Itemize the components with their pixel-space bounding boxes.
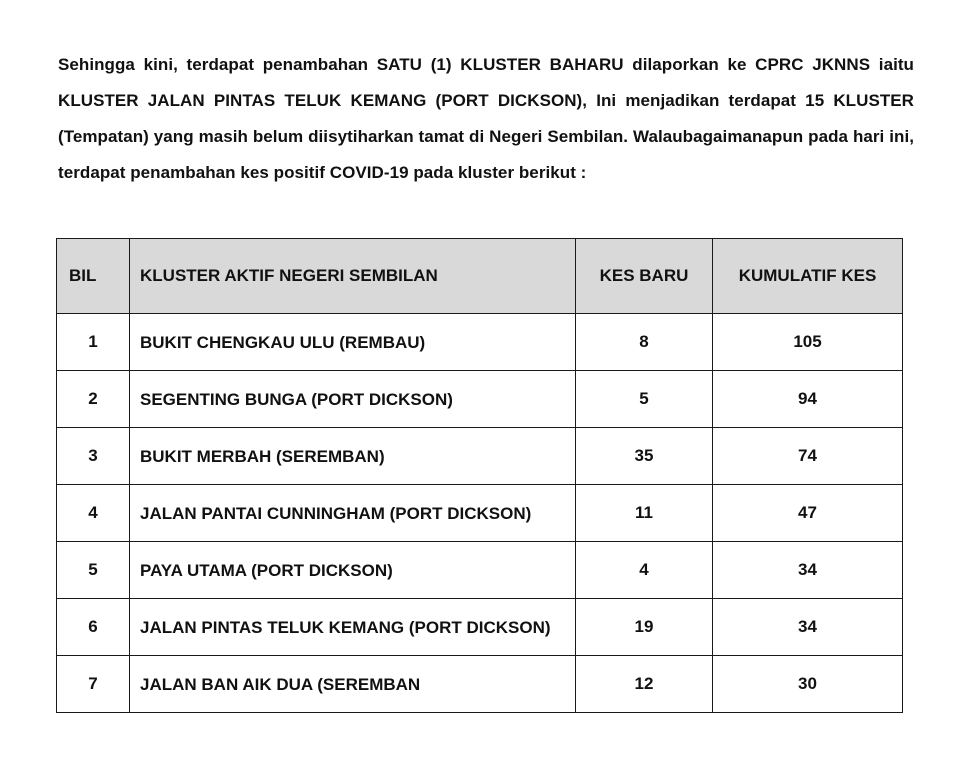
cell-cluster-name: JALAN PANTAI CUNNINGHAM (PORT DICKSON): [130, 485, 576, 542]
cell-cluster-name: JALAN BAN AIK DUA (SEREMBAN: [130, 656, 576, 713]
table-row: [57, 656, 903, 713]
cell-kumulatif-kes: 74: [713, 428, 903, 485]
cell-cluster-name: JALAN PINTAS TELUK KEMANG (PORT DICKSON): [130, 599, 576, 656]
cell-cluster-name: PAYA UTAMA (PORT DICKSON): [130, 542, 576, 599]
cell-bil: 5: [57, 542, 130, 599]
cell-kumulatif-kes: 47: [713, 485, 903, 542]
cell-kes-baru: 19: [576, 599, 713, 656]
cell-kumulatif-kes: 30: [713, 656, 903, 713]
cluster-table-container: [56, 238, 902, 713]
cell-cluster-name: SEGENTING BUNGA (PORT DICKSON): [130, 371, 576, 428]
cell-bil: 2: [57, 371, 130, 428]
table-header-row: [57, 239, 903, 314]
cluster-table: [56, 238, 903, 713]
cell-bil: 6: [57, 599, 130, 656]
header-cluster-name: KLUSTER AKTIF NEGERI SEMBILAN: [130, 239, 576, 314]
cell-kes-baru: 8: [576, 314, 713, 371]
cell-kumulatif-kes: 105: [713, 314, 903, 371]
table-row: [57, 428, 903, 485]
cell-kes-baru: 4: [576, 542, 713, 599]
cell-bil: 1: [57, 314, 130, 371]
cell-cluster-name: BUKIT MERBAH (SEREMBAN): [130, 428, 576, 485]
table-row: [57, 542, 903, 599]
cell-kumulatif-kes: 34: [713, 542, 903, 599]
table-row: [57, 485, 903, 542]
header-kes-baru: KES BARU: [576, 239, 713, 314]
table-row: [57, 599, 903, 656]
cell-kes-baru: 5: [576, 371, 713, 428]
header-bil: BIL: [57, 239, 130, 314]
table-row: [57, 314, 903, 371]
cell-kes-baru: 35: [576, 428, 713, 485]
cell-cluster-name: BUKIT CHENGKAU ULU (REMBAU): [130, 314, 576, 371]
cell-kes-baru: 12: [576, 656, 713, 713]
intro-paragraph: Sehingga kini, terdapat penambahan SATU (1) KLUSTER BAHARU dilaporkan ke CPRC JKNNS iaitu KLUSTER JALAN PINTAS TELUK KEMANG (PORT DICKSON), Ini menjadikan terdapat 15 KLUSTER (Tempatan) yang masih belum diisytiharkan tamat di Negeri Sembilan. Walaubagaimanapun pada hari ini, terdapat penambahan kes positif COVID-19 pada kluster berikut :: [58, 55, 914, 182]
header-kumulatif-kes: KUMULATIF KES: [713, 239, 903, 314]
cell-kumulatif-kes: 94: [713, 371, 903, 428]
table-row: [57, 371, 903, 428]
cell-bil: 4: [57, 485, 130, 542]
cell-kumulatif-kes: 34: [713, 599, 903, 656]
cell-bil: 3: [57, 428, 130, 485]
cell-bil: 7: [57, 656, 130, 713]
cell-kes-baru: 11: [576, 485, 713, 542]
